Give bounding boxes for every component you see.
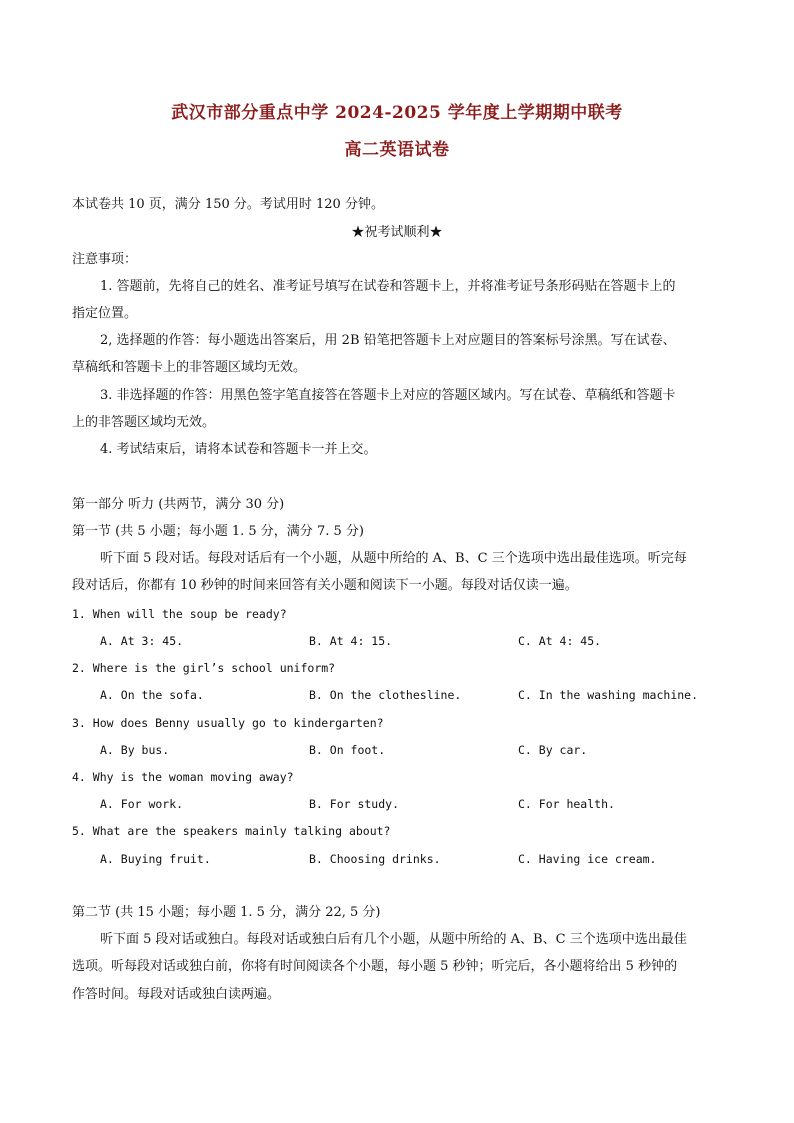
question-2-option-a: A. On the sofa. <box>100 688 204 702</box>
question-3: 3. How does Benny usually go to kindergarten? <box>72 716 384 730</box>
note-3-line-1: 3. 非选择题的作答：用黑色签字笔直接答在答题卡上对应的答题区域内。写在试卷、草稿纸和答题卡 <box>100 388 676 403</box>
section2-instruction-line-2: 选项。听每段对话或独白前，你将有时间阅读各个小题，每小题 5 秒钟；听完后，各小题将给出 5 秒钟的 <box>72 959 678 974</box>
question-4: 4. Why is the woman moving away? <box>72 770 294 784</box>
question-1-option-a: A. At 3: 45. <box>100 634 184 648</box>
exam-info: 本试卷共 10 页，满分 150 分。考试用时 120 分钟。 <box>72 197 384 212</box>
section2-heading: 第二节 (共 15 小题；每小题 1. 5 分，满分 22, 5 分) <box>72 905 381 920</box>
question-3-option-c: C. By car. <box>518 743 588 757</box>
question-2-option-b: B. On the clothesline. <box>309 688 462 702</box>
question-3-option-b: B. On foot. <box>309 743 386 757</box>
note-4: 4. 考试结束后，请将本试卷和答题卡一并上交。 <box>100 442 377 457</box>
note-1-line-1: 1. 答题前，先将自己的姓名、准考证号填写在试卷和答题卡上，并将准考证号条形码贴在答题卡上的 <box>100 279 676 294</box>
question-5: 5. What are the speakers mainly talking about? <box>72 824 391 838</box>
question-3-option-a: A. By bus. <box>100 743 170 757</box>
blessing-line: ★祝考试顺利★ <box>351 225 443 240</box>
question-2-option-c: C. In the washing machine. <box>518 688 699 702</box>
note-1-line-2: 指定位置。 <box>72 306 138 321</box>
section1-heading: 第一节 (共 5 小题；每小题 1. 5 分，满分 7. 5 分) <box>72 524 364 539</box>
section1-instruction-line-2: 段对话后，你都有 10 秒钟的时间来回答有关小题和阅读下一小题。每段对话仅读一遍。 <box>72 578 578 593</box>
notes-heading: 注意事项： <box>72 252 138 267</box>
section2-instruction-line-1: 听下面 5 段对话或独白。每段对话或独白后有几个小题，从题中所给的 A、B、C 三个选项中选出最佳 <box>100 932 687 947</box>
question-5-option-b: B. Choosing drinks. <box>309 852 441 866</box>
question-5-option-c: C. Having ice cream. <box>518 852 657 866</box>
exam-subtitle: 高二英语试卷 <box>344 140 450 160</box>
question-5-option-a: A. Buying fruit. <box>100 852 211 866</box>
question-4-option-b: B. For study. <box>309 797 400 811</box>
section1-instruction-line-1: 听下面 5 段对话。每段对话后有一个小题，从题中所给的 A、B、C 三个选项中选出最佳选项。听完每 <box>100 551 687 566</box>
part1-heading: 第一部分 听力 (共两节，满分 30 分) <box>72 497 285 512</box>
question-1: 1. When will the soup be ready? <box>72 607 287 621</box>
note-3-line-2: 上的非答题区域均无效。 <box>72 415 216 430</box>
question-1-option-c: C. At 4: 45. <box>518 634 602 648</box>
section2-instruction-line-3: 作答时间。每段对话或独白读两遍。 <box>72 987 281 1002</box>
question-2: 2. Where is the girl’s school uniform? <box>72 661 336 675</box>
note-2-line-2: 草稿纸和答题卡上的非答题区域均无效。 <box>72 360 307 375</box>
note-2-line-1: 2, 选择题的作答：每小题选出答案后，用 2B 铅笔把答题卡上对应题目的答案标号涂黑。写在试卷、 <box>100 333 676 348</box>
question-4-option-c: C. For health. <box>518 797 615 811</box>
question-1-option-b: B. At 4: 15. <box>309 634 393 648</box>
question-4-option-a: A. For work. <box>100 797 184 811</box>
exam-title: 武汉市部分重点中学 2024-2025 学年度上学期期中联考 <box>171 103 623 123</box>
